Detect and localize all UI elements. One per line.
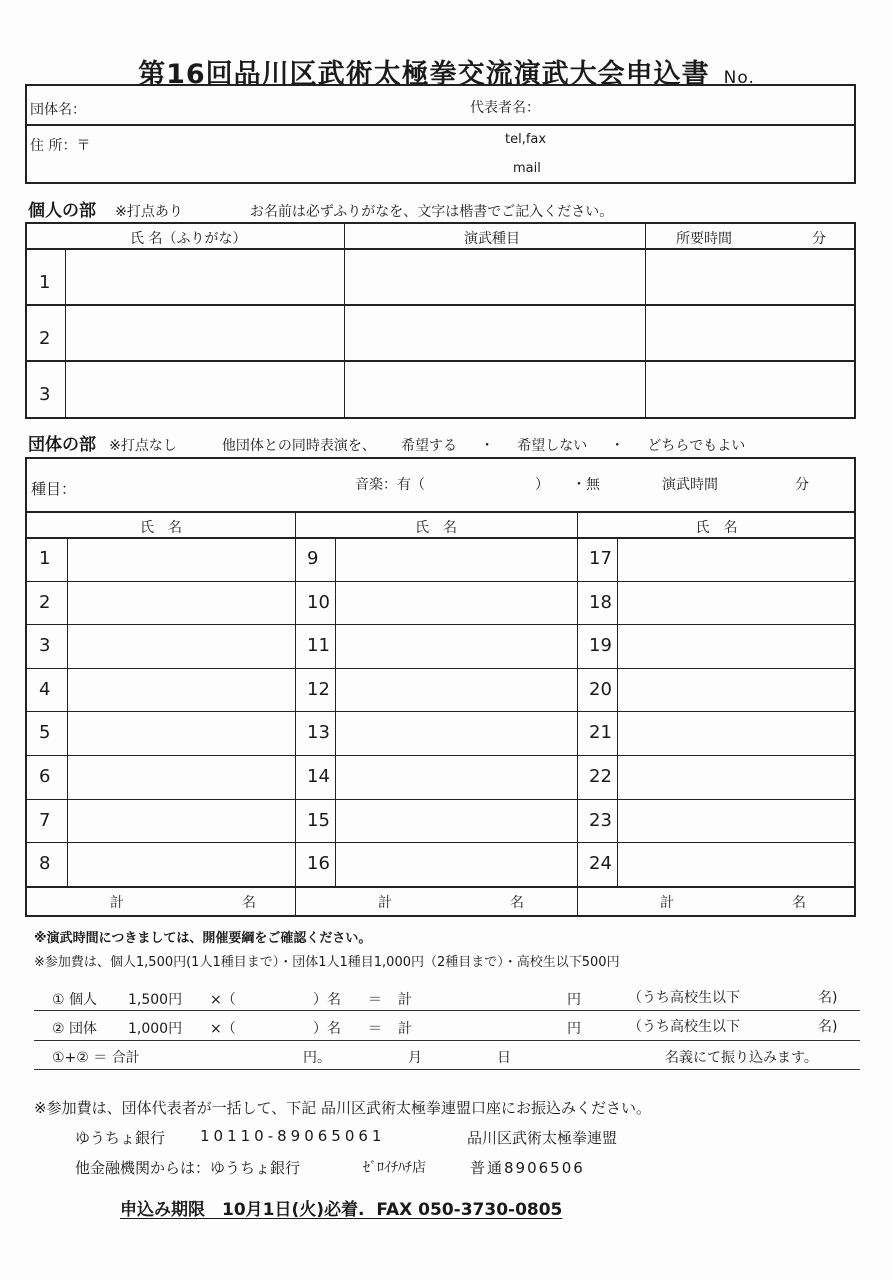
- music-none: ・無: [572, 477, 600, 493]
- dot-2: ・: [610, 438, 625, 454]
- group-member-number: 17: [589, 548, 612, 569]
- group-heading-row: [28, 430, 878, 455]
- music-label: 音楽：有（: [355, 477, 425, 493]
- group-member-number: 16: [307, 853, 330, 874]
- group-name-header-3: 氏 名: [695, 520, 738, 536]
- fee1-type: ① 個人: [52, 992, 98, 1008]
- group-member-number: 12: [307, 679, 330, 700]
- group-member-number: 1: [39, 548, 51, 569]
- account-holder: 品川区武術太極拳連盟: [467, 1129, 618, 1147]
- group-member-number: 23: [589, 810, 612, 831]
- group-members-table: [25, 511, 856, 917]
- group-member-number: 10: [307, 592, 330, 613]
- group-heading: 団体の部: [28, 435, 96, 455]
- fee2-student-unit: 名): [818, 1019, 838, 1035]
- event-label: 種目：: [31, 480, 77, 498]
- representative-label: 代表者名：: [470, 100, 540, 116]
- group-name-label: 団体名：: [30, 102, 86, 118]
- individual-heading-row: [28, 196, 868, 221]
- group-member-number: 13: [307, 722, 330, 743]
- payment-line: ※参加費は、団体代表者が一括して、下記 品川区武術太極拳連盟口座にお振込みください。: [34, 1099, 652, 1117]
- group-total-label-1: 計: [110, 895, 124, 911]
- group-member-number: 5: [39, 722, 51, 743]
- fee1-persons: ）名: [313, 992, 341, 1008]
- fee3-transfer: 名義にて振り込みます。: [665, 1050, 818, 1066]
- group-member-number: 19: [589, 635, 612, 656]
- address-label: 住 所：〒: [30, 138, 91, 154]
- deadline: 申込み期限 10月1日(火)必着. FAX 050-3730-0805: [120, 1200, 563, 1220]
- fee1-student: （うち高校生以下: [628, 990, 740, 1006]
- option-any: どちらでもよい: [647, 438, 746, 454]
- group-total-unit-3: 名: [792, 895, 806, 911]
- group-note: ※打点なし: [109, 438, 177, 454]
- group-total-label-2: 計: [378, 895, 392, 911]
- fee1-times: ×（: [210, 992, 236, 1008]
- fee1-price: 1,500円: [128, 992, 183, 1008]
- group-member-number: 2: [39, 592, 51, 613]
- simul-question: 他団体との同時表演を、: [221, 438, 376, 454]
- fee3-day: 日: [497, 1050, 511, 1066]
- individual-instruction: お名前は必ずふりがなを、文字は楷書でご記入ください。: [249, 204, 614, 220]
- fee1-equals: ＝: [368, 992, 382, 1008]
- fee2-student: （うち高校生以下: [628, 1019, 740, 1035]
- group-name-header-2: 氏 名: [415, 520, 457, 536]
- time-note: ※演武時間につきましては、開催要綱をご確認ください。: [34, 931, 372, 946]
- group-total-unit-2: 名: [510, 895, 524, 911]
- col-time-header: 所要時間: [676, 231, 732, 247]
- time-minutes: 分: [795, 477, 809, 493]
- other-bank-label: 他金融機関からは：ゆうちょ銀行: [75, 1159, 301, 1177]
- group-name-header-1: 氏 名: [140, 520, 182, 536]
- individual-row-1: 1: [39, 272, 51, 293]
- col-event-header: 演武種目: [464, 231, 520, 247]
- group-total-label-3: 計: [660, 895, 674, 911]
- fee3-month: 月: [408, 1050, 422, 1066]
- bank-name: ゆうちょ銀行: [75, 1129, 166, 1147]
- individual-row-2: 2: [39, 328, 51, 349]
- music-close: ）: [535, 477, 549, 493]
- col-name-header: 氏 名（ふりがな）: [130, 231, 247, 247]
- group-member-number: 3: [39, 635, 51, 656]
- group-info-box: [25, 457, 856, 513]
- fee2-price: 1,000円: [128, 1021, 183, 1037]
- group-total-unit-1: 名: [242, 895, 256, 911]
- option-no: 希望しない: [517, 438, 588, 454]
- fee2-equals: ＝: [368, 1021, 382, 1037]
- telfax-label: tel,fax: [505, 132, 547, 147]
- time-label: 演武時間: [662, 477, 718, 493]
- no-label: No.: [723, 68, 755, 88]
- fee-note: ※参加費は、個人1,500円(1人1種目まで）・団体1人1種目1,000円（2種目まで）・高校生以下500円: [34, 955, 620, 970]
- option-yes: 希望する: [401, 438, 458, 454]
- branch-name: ｾﾞﾛｲﾁﾊﾁ店: [363, 1160, 426, 1176]
- group-member-number: 15: [307, 810, 330, 831]
- fee3-sum: ①+② ＝ 合計: [52, 1050, 140, 1066]
- group-member-number: 18: [589, 592, 612, 613]
- group-member-number: 7: [39, 810, 51, 831]
- fee1-total: 計: [398, 992, 412, 1008]
- fee1-yen: 円: [567, 992, 581, 1008]
- group-member-number: 6: [39, 766, 51, 787]
- account-number: 10110-89065061: [200, 1127, 386, 1145]
- fee3-yen: 円。: [303, 1050, 331, 1066]
- group-member-number: 14: [307, 766, 330, 787]
- group-member-number: 22: [589, 766, 612, 787]
- mail-label: mail: [513, 161, 541, 176]
- group-member-number: 8: [39, 853, 51, 874]
- group-member-number: 11: [307, 635, 330, 656]
- individual-table: [25, 222, 856, 419]
- group-member-number: 9: [307, 548, 319, 569]
- group-member-number: 20: [589, 679, 612, 700]
- group-member-number: 21: [589, 722, 612, 743]
- fee2-persons: ）名: [313, 1021, 341, 1037]
- account-number-2: 普通8906506: [470, 1159, 585, 1177]
- individual-heading: 個人の部: [28, 201, 96, 221]
- fee2-total: 計: [398, 1021, 412, 1037]
- fee2-type: ② 団体: [52, 1021, 98, 1037]
- col-minutes-header: 分: [812, 231, 826, 247]
- fee1-student-unit: 名): [818, 990, 838, 1006]
- fee2-yen: 円: [567, 1021, 581, 1037]
- header-box: [25, 84, 856, 184]
- individual-note: ※打点あり: [115, 204, 183, 220]
- group-member-number: 4: [39, 679, 51, 700]
- title-text: 第16回品川区武術太極拳交流演武大会申込書: [138, 59, 710, 90]
- individual-row-3: 3: [39, 384, 51, 405]
- dot-1: ・: [480, 438, 495, 454]
- group-member-number: 24: [589, 853, 612, 874]
- fee2-times: ×（: [210, 1021, 236, 1037]
